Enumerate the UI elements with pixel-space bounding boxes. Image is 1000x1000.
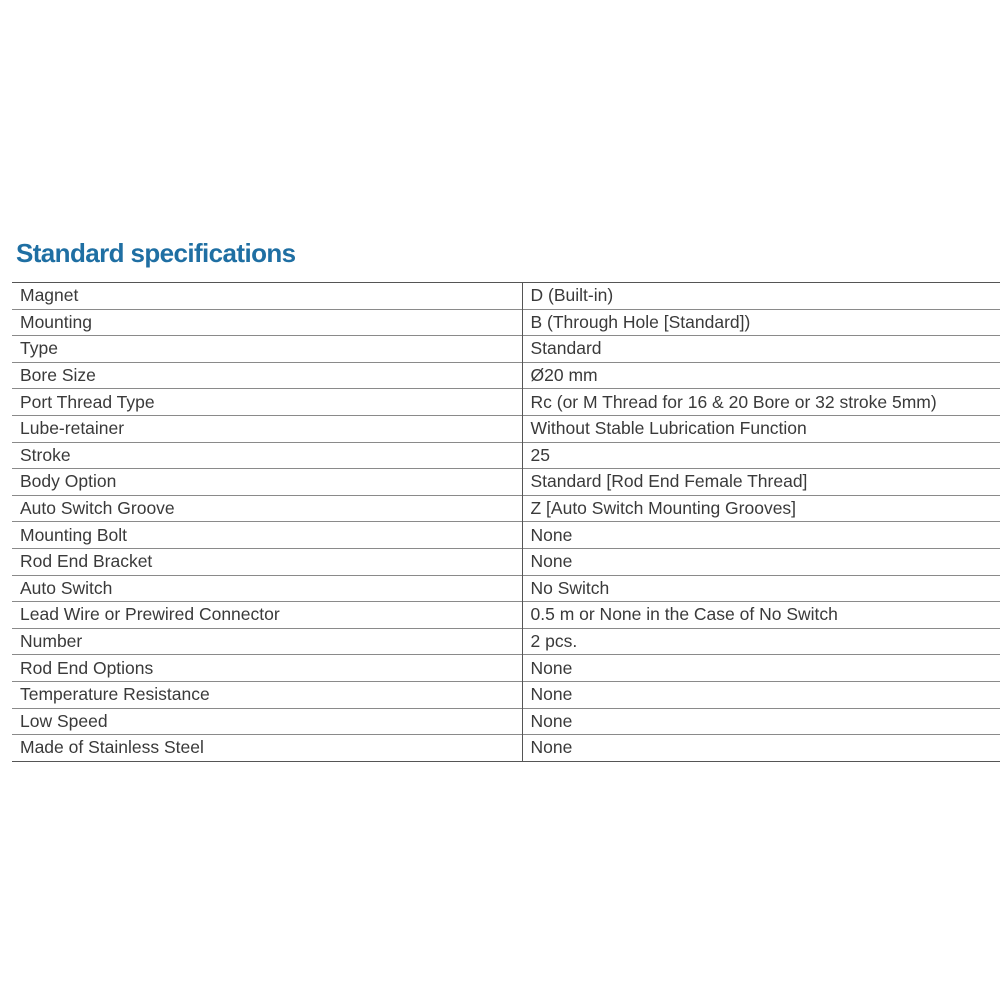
spec-value: None: [522, 681, 1000, 708]
spec-label: Bore Size: [12, 362, 522, 389]
spec-value: None: [522, 655, 1000, 682]
spec-value: 25: [522, 442, 1000, 469]
spec-row: [12, 575, 1000, 602]
spec-label: Temperature Resistance: [12, 681, 522, 708]
spec-row: [12, 283, 1000, 310]
spec-label: Auto Switch Groove: [12, 495, 522, 522]
spec-label: Rod End Bracket: [12, 548, 522, 575]
page-title: Standard specifications: [16, 238, 296, 268]
spec-row: [12, 495, 1000, 522]
spec-value: 0.5 m or None in the Case of No Switch: [522, 602, 1000, 629]
spec-row: [12, 655, 1000, 682]
spec-row: [12, 628, 1000, 655]
spec-value: D (Built-in): [522, 283, 1000, 310]
spec-label: Number: [12, 628, 522, 655]
spec-value: Without Stable Lubrication Function: [522, 415, 1000, 442]
spec-label: Lead Wire or Prewired Connector: [12, 602, 522, 629]
spec-row: [12, 708, 1000, 735]
spec-row: [12, 362, 1000, 389]
spec-label: Rod End Options: [12, 655, 522, 682]
spec-label: Mounting Bolt: [12, 522, 522, 549]
spec-row: [12, 681, 1000, 708]
spec-value: Rc (or M Thread for 16 & 20 Bore or 32 stroke 5mm): [522, 389, 1000, 416]
spec-label: Lube-retainer: [12, 415, 522, 442]
spec-label: Body Option: [12, 469, 522, 496]
spec-row: [12, 415, 1000, 442]
spec-value: None: [522, 522, 1000, 549]
spec-row: [12, 336, 1000, 363]
spec-row: [12, 389, 1000, 416]
spec-value: B (Through Hole [Standard]): [522, 309, 1000, 336]
spec-row: [12, 735, 1000, 762]
spec-label: Magnet: [20, 285, 79, 306]
spec-value: Z [Auto Switch Mounting Grooves]: [522, 495, 1000, 522]
spec-label: Auto Switch: [12, 575, 522, 602]
specifications-table-body: [12, 283, 1000, 762]
spec-label: Stroke: [12, 442, 522, 469]
spec-value: No Switch: [522, 575, 1000, 602]
spec-value: Ø20 mm: [522, 362, 1000, 389]
spec-row: [12, 442, 1000, 469]
spec-value: None: [522, 735, 1000, 762]
spec-label: Made of Stainless Steel: [12, 735, 522, 762]
spec-row: [12, 469, 1000, 496]
spec-label: Mounting: [12, 309, 522, 336]
specifications-table: [12, 282, 1000, 762]
spec-value: Standard: [522, 336, 1000, 363]
spec-value: None: [522, 708, 1000, 735]
spec-value: Standard [Rod End Female Thread]: [522, 469, 1000, 496]
spec-row: [12, 309, 1000, 336]
spec-value: 2 pcs.: [522, 628, 1000, 655]
spec-row: [12, 602, 1000, 629]
spec-row: [12, 548, 1000, 575]
spec-value: None: [522, 548, 1000, 575]
spec-label: Port Thread Type: [12, 389, 522, 416]
spec-label: Low Speed: [12, 708, 522, 735]
spec-label: Type: [12, 336, 522, 363]
spec-row: [12, 522, 1000, 549]
